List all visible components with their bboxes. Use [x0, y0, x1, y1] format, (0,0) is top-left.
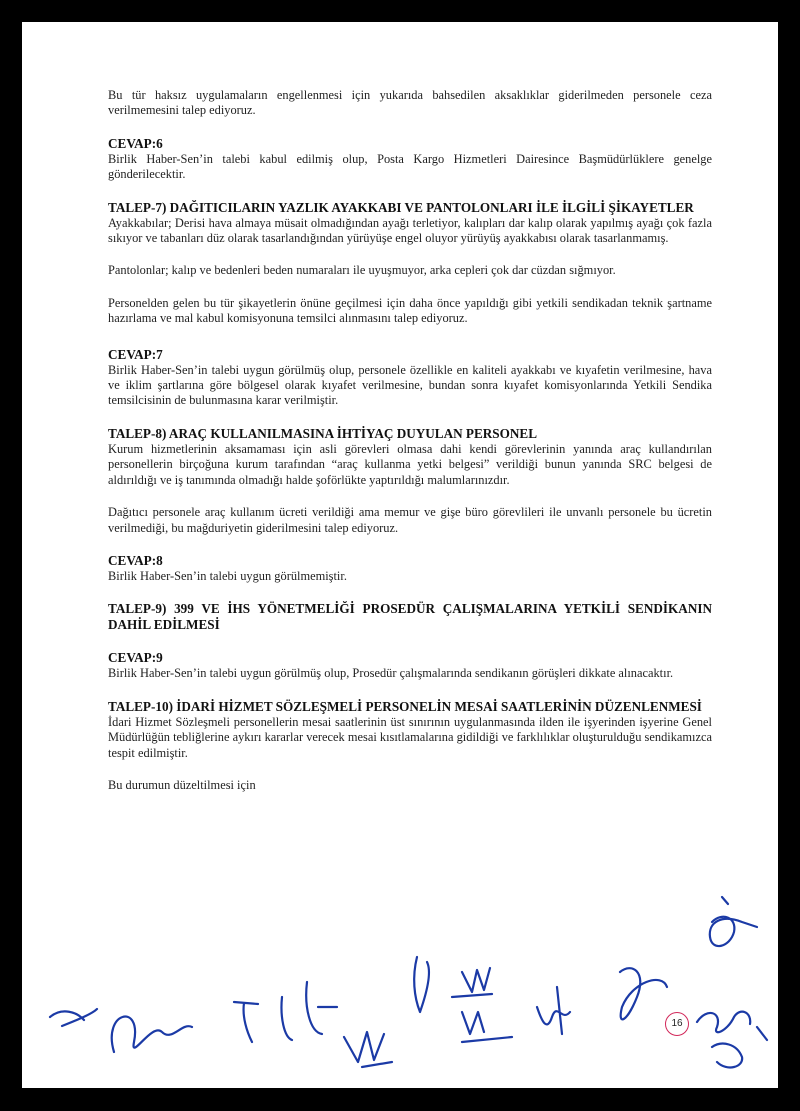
paragraph-sikayetler: Personelden gelen bu tür şikayetlerin önüne geçilmesi için daha önce yapıldığı gibi yetkili sendikadan teknik şartname hazırlama ve mal kabul komisyonuna temsilci alınmasını talep ediyoruz. [108, 295, 712, 326]
heading-cevap-6: CEVAP:6 [108, 135, 163, 151]
paragraph-closing: Bu durumun düzeltilmesi için [108, 777, 256, 792]
heading-talep-8: TALEP-8) ARAÇ KULLANILMASINA İHTİYAÇ DUYULAN PERSONEL [108, 425, 538, 441]
paragraph-ayakkabilar: Ayakkabılar; Derisi hava almaya müsait olmadığından ayağı terletiyor, kalıpları dar kalıp olarak yapılmış ayağı çok fazla sıkıyor ve tabanları düz olarak tasarlandığından yürüyüşe engel oluyor yürüyüş ayakkabısı olarak tasarlanmamış. [108, 215, 712, 246]
heading-cevap-9: CEVAP:9 [108, 650, 163, 666]
document-page [22, 22, 778, 1088]
signature-4 [344, 1032, 392, 1067]
signature-8 [620, 968, 667, 1019]
signature-5 [414, 957, 429, 1012]
paragraph-pantolonlar: Pantolonlar; kalıp ve bedenleri beden numaraları ile uyuşmuyor, arka cepleri çok dar cüzdan sığmıyor. [108, 263, 616, 278]
signatures-group [22, 22, 778, 1088]
heading-cevap-8: CEVAP:8 [108, 552, 163, 568]
signature-9 [710, 897, 757, 946]
signature-3 [234, 982, 337, 1042]
paragraph-cevap-7: Birlik Haber-Sen’in talebi uygun görülmüş olup, personele özellikle en kaliteli ayakkabı ve kıyafetin verilmesine, hava ve iklim şartlarına göre bölgesel olarak kıyafet verilmesine, bundan sonra kıyafet komisyonlarında Yetkili Sendika temsilcisinin de bulunmasına karar verilmiştir. [108, 362, 712, 408]
paragraph-intro: Bu tür haksız uygulamaların engellenmesi için yukarıda bahsedilen aksaklıklar giderilmeden personele ceza verilmemesini talep ediyoruz. [108, 88, 712, 118]
paragraph-cevap-6: Birlik Haber-Sen’in talebi kabul edilmiş olup, Posta Kargo Hizmetleri Dairesince Başmüdürlüklere genelge gönderilecektir. [108, 151, 712, 182]
heading-talep-7: TALEP-7) DAĞITICILARIN YAZLIK AYAKKABI VE PANTOLONLARI İLE İLGİLİ ŞİKAYETLER [108, 199, 694, 215]
heading-talep-9: TALEP-9) 399 VE İHS YÖNETMELİĞİ PROSEDÜR ÇALIŞMALARINA YETKİLİ SENDİKANIN DAHİL EDİLMESİ [108, 601, 712, 633]
signature-10 [697, 1012, 767, 1068]
signature-7 [537, 987, 570, 1034]
signature-6 [452, 968, 512, 1042]
signature-2 [112, 1017, 192, 1052]
signature-1 [50, 1009, 97, 1026]
paragraph-talep-10: İdari Hizmet Sözleşmeli personellerin mesai saatlerinin üst sınırının uygulanmasında ilden ile işyerinden işyerine Genel Müdürlüğün tebliğlerine aykırı kararlar verecek mesai kısıtlamalarına gidildiği ve farklılıklar oluşturulduğu sendikamızca tespit edilmiştir. [108, 714, 712, 760]
page-number: 16 [665, 1012, 689, 1036]
paragraph-cevap-8: Birlik Haber-Sen’in talebi uygun görülmemiştir. [108, 568, 347, 583]
heading-cevap-7: CEVAP:7 [108, 346, 163, 362]
heading-talep-10: TALEP-10) İDARİ HİZMET SÖZLEŞMELİ PERSONELİN MESAİ SAATLERİNİN DÜZENLENMESİ [108, 698, 702, 714]
paragraph-talep-8-a: Kurum hizmetlerinin aksamaması için asli görevleri olmasa dahi kendi görevlerinin yanında araç kullandırılan personellerin birçoğuna kurum tarafından “araç kullanma yetki belgesi” verildiği bunun yanında SRC belgesi de aldırıldığı ve iş tanımında olmadığı halde şoförlükte yaptırıldığı malumlarınızdır. [108, 441, 712, 487]
paragraph-cevap-9: Birlik Haber-Sen’in talebi uygun görülmüş olup, Prosedür çalışmalarında sendikanın görüşleri dikkate alınacaktır. [108, 666, 674, 681]
paragraph-talep-8-b: Dağıtıcı personele araç kullanım ücreti verildiği ama memur ve gişe büro görevlileri ile unvanlı personele bu ücretin verilmediği, bu mağduriyetin giderilmesini talep ediyoruz. [108, 505, 712, 535]
